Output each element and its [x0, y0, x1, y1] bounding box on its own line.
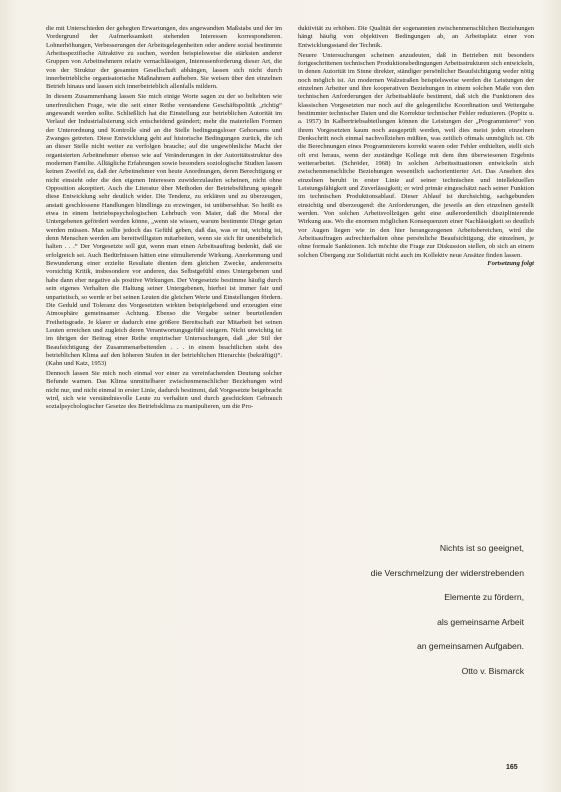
quote-author: Otto v. Bismarck: [461, 665, 524, 676]
paragraph: duktivität zu erhöhen. Die Qualität der sogenannten zwischenmenschlichen Beziehungen hängt häufig von objektiven Bedingungen ab, an Arbeitsplatz einer von Entwicklungsstand der Technik.: [298, 25, 534, 49]
quote-line: als gemeinsame Arbeit: [437, 616, 524, 627]
quote-line: Elemente zu fördern,: [444, 592, 524, 603]
quote-line: an gemeinsamen Aufgaben.: [416, 641, 524, 652]
right-text-column: [298, 25, 534, 268]
paragraph: die mit Unterschieden der gehegten Erwartungen, des angewandten Maßstabs und der im Vordergrund der Aufmerksamkeit stehenden Interessen korrespondieren. Lohnerhöhungen, Verbesserungen der Arbeitsgelegenheiten oder andere sozial bestimmte Arbeitsspezifische Attraktive zu suchen, werden beispielsweise die stärksten anderer Gruppen von Arbeitnehmern relativ vernachlässigen, Interessenforderung dieser Art, die von der Struktur der gesamten Gesellschaft abhängen, lassen sich nicht durch innerbetriebliche organisatorische Maßnahmen aufheben. Sie weisen über den einzelnen Betrieb hinaus und lassen sich innerbetrieblich allenfalls mildern.: [46, 25, 282, 91]
page-number: 165: [506, 764, 518, 771]
continuation-note: Fortsetzung folgt: [487, 260, 534, 268]
quote-line: die Verschmelzung der widerstrebenden: [370, 567, 524, 578]
paragraph: Neuere Untersuchungen scheinen anzudeuten, daß in Betrieben mit besonders fortgeschrittenen technischen Produktionsbedingungen Arbeitsstrukturen sich entwickeln, in denen Autorität im Sinne direkter, ständiger persönlicher Beaufsichtigung weder nötig noch möglich ist. An modernen Walzstraßen beispielsweise werden die Leistungen der einzelnen Arbeiter und ihre kooperativen Beziehungen in einem solchen Maße von den technischen Anforderungen der Arbeitsabläufe bestimmt, daß sich die Funktionen des klassischen Vorgesetzten nur noch auf die gelegentliche Koordination und Weitergabe bestimmter technischer Daten und die Korrektur technischer Fehler reduzieren. (Popitz u. a. 1957) In Kalbertriebsabteilungen können die Leistungen der „Programmierer“ von ihrem Vorgesetzten kaum noch ausgeprüft werden, weil dies meist jeden einzelnen Denkschritt noch einmal nachvollziehen müßten, was zeitlich oftmals unmöglich ist. Ob die Berechnungen eines Programmierers korrekt waren oder Fehler enthielten, stellt sich oft erst heraus, wenn der zuständige Kollege mit dem ihm überwiesenen Ergebnis weiterarbeitet. (Schröder, 1968) In solchen Arbeitssituationen entwickeln sich zwischenmenschliche Beziehungen wesentlich sachorientierter Art. Das Ansehen des einzelnen beruht in erster Linie auf seiner technischen und intellektuellen Leistungsfähigkeit und Zuverlässigkeit; er wird primär eingeschätzt nach seiner Funktion im technischen Produktionsablauf. Dieser Ablauf ist durchsichtig, sachgebunden einsichtig und überzeugend: die Anforderungen, die jeweils an den einzelnen gestellt werden. Von solchen Arbeitsvollzügen geht eine außerordentlich disziplinierende Wirkung aus. Wo die enormen möglichen Konsequenzen einer Nachlässigkeit so deutlich vor Augen liegen wie in den hier herangezogenen Arbeitsbereichen, wird die Arbeitsauftragen aufrechterhalten ohne persönliche Beaufsichtigung, die einzelnen, je ohne formale Sanktionen. Ich möchte die Frage zur Diskussion stellen, ob sich an einem solchen Übergang zur Solidarität nicht auch im Kollektiv neue Ansätze finden lassen.: [298, 51, 534, 259]
paragraph: Dennoch lassen Sie mich noch einmal vor einer zu vereinfachenden Deutung solcher Befunde warnen. Das Klima unmittelbarer zwischenmenschlicher Beziehungen wird nicht nur, und nicht einmal in erster Linie, dadurch bestimmt, daß Vorgesetzte beigebracht wird, sich wie verständnisvolle Leute zu verhalten und durch geschickten Gebrauch sozialpsychologischer Gesetze des Betriebsklima zu manipulieren, um die Pro-: [46, 370, 282, 411]
quote-line: Nichts ist so geeignet,: [439, 543, 524, 553]
bismarck-quote: [300, 542, 524, 690]
left-text-column: [46, 25, 282, 412]
paragraph: In diesem Zusammenhang lassen Sie mich einige Worte sagen zu der so beliebten wie unerfreulichen Frage, wie die seit einer Reihe verstandene Geschäftspolitik „richtig“ angewandt werden sollte. Schließlich hat die Einstellung zur betrieblichen Autorität im Verlauf der Industrialisierung sich entscheidend geändert; mehr die materiellen Formen der Unterordnung und Kontrolle sind an die Stelle bedingungsloser Gehorsams und Zwanges getreten. Diese Entwicklung geht auf historische Bedingungen zurück, die ich an dieser Stelle nicht weiter zu verfolgen brauche; auf die ungewöhnliche Macht der organisierten Arbeitnehmer ebenso wie auf Veränderungen in der Autoritätsstruktur des modernen Familie. Alltägliche Erfahrungen sowie besonders soziologische Studien lassen keinen Zweifel zu, daß der Arbeitnehmer von heute Anordnungen, deren Berechtigung er nicht einsieht oder die den eigenen Interessen zuwiderzulaufen scheinen, nicht ohne Opposition akzeptiert. Auch die Literatur über Methoden der Betriebsführung spiegelt diese Entwicklung sehr deutlich wider. Die Tendenz, zu erklären und zu überzeugen, anstatt geschlossene Handlungen blindlings zu erzwingen, ist unübersehbar. So heißt es etwa in einem betriebspsychologischen Lehrbuch von Maier, daß die Moral der Untergebenen gefördert werden könne, „wenn sie wissen, warum bestimmte Dinge getan werden müssen. Man sollte jedoch das Gefühl geben, daß das, was er tut, wichtig ist, denn Menschen werden am bereitwilligsten mitarbeiten, wenn sie sich für unentbehrlich halten . . .“ Der Vorgesetzte soll gut, wenn man einen Arbeitsauftrag bedenkt, daß sie erfolgreich sei. Auch Bedürfnissen hätten eine stimulierende Wirkung. Anerkennung und Bewunderung einer erzielte Resultate dienten dem gleichen Zwecke, andererseits vorsichtig Kritik, insbesondere vor anderen, das Selbstgefühl eines Untergebenen und habe dann eher negative als positive Wirkungen. Der Vorgesetzte bestimme häufig durch sein eigenes Verhalten die Haltung seiner Untergebenen, hierbei ist immer fair und unparteiisch, so werde er bei seinen Leuten die gleichen Werte und Einstellungen fördern. Die Geduld und Toleranz des Vorgesetzten wirkten beispielgebend und erzeugten eine Atmosphäre gemeinsamer Achtung. Ebenso die Vergabe seiner beurteilenden Freiheitsgrade. Je klarer er dadurch eine größere Bereitschaft zur Mitarbeit bei seinen Leuten erreichen und zugleich deren Verantwortungsgefühl steigern. Nicht unwichtig ist im übrigen der Beitrag einer Reihe empirischer Untersuchungen, daß „der Stil der Beaufsichtigung der Zusammenarbeitenden . . . in einem beachtlichen steht des betrieblichen Klima auf den höheren Stufen in der betrieblichen Hierarchie (bekräftigt)“. (Kahn und Katz, 1953): [46, 93, 282, 368]
